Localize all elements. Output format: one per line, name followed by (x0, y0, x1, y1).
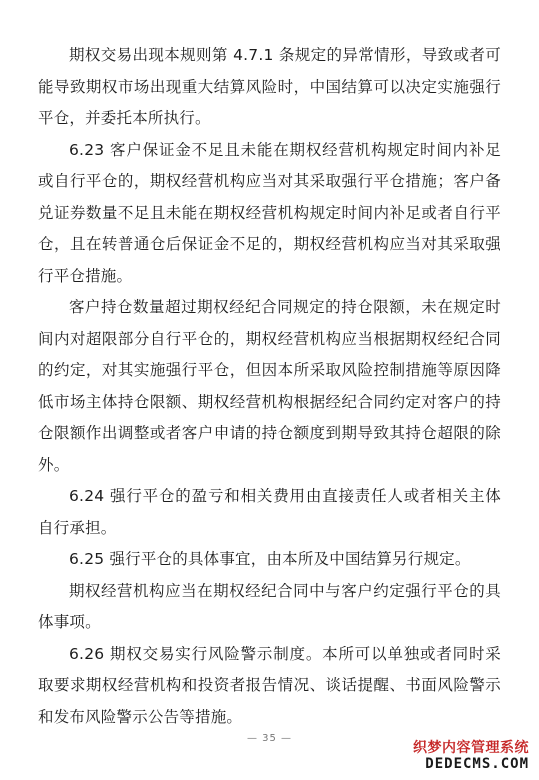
paragraph-position-limit: 客户持仓数量超过期权经纪合同规定的持仓限额，未在规定时间内对超限部分自行平仓的，期权经营机构应当根据期权经纪合同的约定，对其实施强行平仓，但因本所采取风险控制措施等原因降低市场主体持仓限额、期权经营机构根据经纪合同约定对客户的持仓限额作出调整或者客户申请的持仓额度到期导致其持仓超限的除外。 (38, 298, 501, 474)
watermark-domain: DEDECMS.COM (425, 755, 529, 772)
paragraph-6-23: 6.23 客户保证金不足且未能在期权经营机构规定时间内补足或自行平仓的，期权经营机构应当对其采取强行平仓措施；客户备兑证券数量不足且未能在期权经营机构规定时间内补足或者自行平仓，且在转普通仓后保证金不足的，期权经营机构应当对其采取强行平仓措施。 (38, 140, 501, 285)
watermark-logo (413, 740, 529, 772)
paragraph-6-24: 6.24 强行平仓的盈亏和相关费用由直接责任人或者相关主体自行承担。 (38, 487, 501, 537)
paragraph-6-25: 6.25 强行平仓的具体事宜，由本所及中国结算另行规定。 (69, 550, 471, 568)
watermark-title: 织梦内容管理系统 (413, 739, 529, 756)
paragraph-contract-terms: 期权经营机构应当在期权经纪合同中与客户约定强行平仓的具体事项。 (38, 581, 501, 631)
page-number: — 35 — (246, 733, 293, 744)
paragraph-abnormal-situation: 期权交易出现本规则第 4.7.1 条规定的异常情形，导致或者可能导致期权市场出现重大结算风险时，中国结算可以决定实施强行平仓，并委托本所执行。 (38, 46, 501, 127)
paragraph-6-26: 6.26 期权交易实行风险警示制度。本所可以单独或者同时采取要求期权经营机构和投资者报告情况、谈话提醒、书面风险警示和发布风险警示公告等措施。 (38, 644, 501, 726)
